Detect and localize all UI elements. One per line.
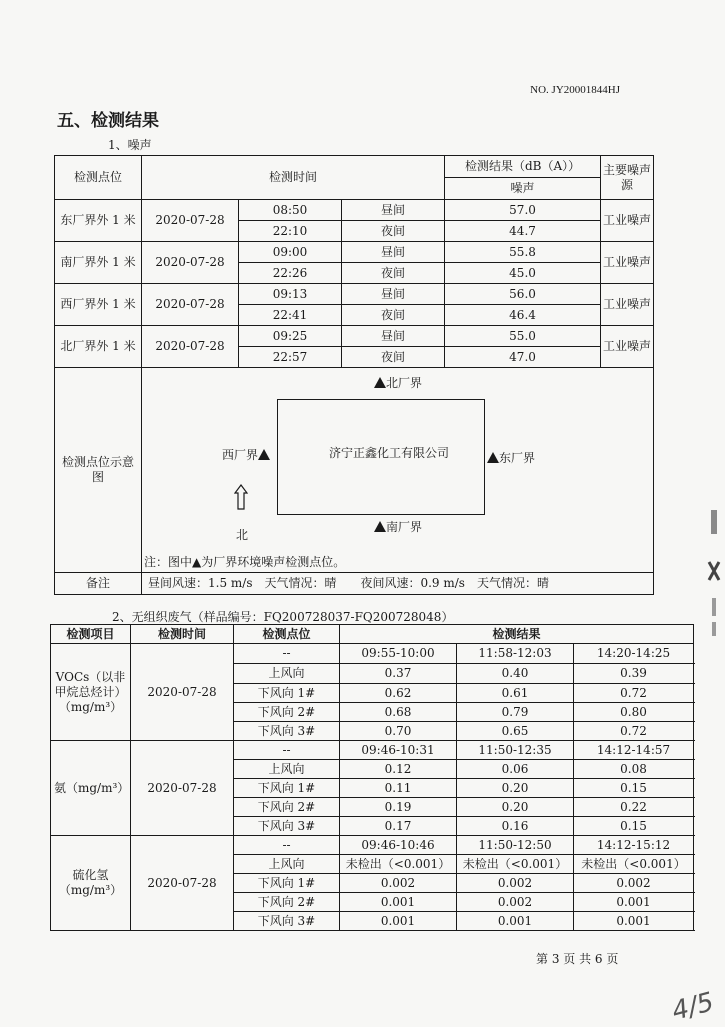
- value-cell: 0.40: [457, 664, 574, 684]
- value-cell: 56.0: [445, 284, 601, 305]
- period-cell: 昼间: [342, 284, 445, 305]
- header-noise: 噪声: [445, 178, 601, 200]
- table-row: [55, 326, 654, 347]
- value-cell: 14:12-14:57: [574, 741, 694, 760]
- value-cell: 09:46-10:31: [340, 741, 457, 760]
- point-cell: 下风向 3#: [234, 912, 340, 931]
- table-row: [55, 200, 654, 221]
- header-item: 检测项目: [51, 625, 131, 644]
- remark-label: 备注: [55, 573, 142, 595]
- header-time: 检测时间: [131, 625, 234, 644]
- point-cell: --: [234, 644, 340, 664]
- value-cell: 0.002: [457, 893, 574, 912]
- value-cell: 0.16: [457, 817, 574, 836]
- table-row: [51, 644, 694, 664]
- remark-text: 昼间风速：1.5 m/s 天气情况：晴 夜间风速：0.9 m/s 天气情况：晴: [142, 573, 654, 595]
- value-cell: 0.37: [340, 664, 457, 684]
- period-cell: 昼间: [342, 200, 445, 221]
- item-cell: VOCs（以非甲烷总烃计）（mg/m³）: [51, 644, 131, 741]
- point-cell: 上风向: [234, 855, 340, 874]
- value-cell: 11:50-12:35: [457, 741, 574, 760]
- value-cell: 14:20-14:25: [574, 644, 694, 664]
- monitoring-diagram: [142, 368, 654, 554]
- source-cell: 工业噪声: [601, 242, 654, 284]
- table-row: [51, 836, 694, 855]
- date-cell: 2020-07-28: [142, 284, 239, 326]
- value-cell: 46.4: [445, 305, 601, 326]
- value-cell: 0.22: [574, 798, 694, 817]
- company-name: 济宁正鑫化工有限公司: [329, 446, 450, 460]
- period-cell: 夜间: [342, 221, 445, 242]
- point-cell: --: [234, 836, 340, 855]
- source-cell: 工业噪声: [601, 200, 654, 242]
- value-cell: 0.15: [574, 817, 694, 836]
- date-cell: 2020-07-28: [142, 242, 239, 284]
- item-cell: 氨（mg/m³）: [51, 741, 131, 836]
- header-source: 主要噪声源: [601, 156, 654, 200]
- time-cell: 08:50: [239, 200, 342, 221]
- item-cell: 硫化氢（mg/m³）: [51, 836, 131, 931]
- period-cell: 夜间: [342, 305, 445, 326]
- value-cell: 0.15: [574, 779, 694, 798]
- value-cell: 45.0: [445, 263, 601, 284]
- value-cell: 0.06: [457, 760, 574, 779]
- value-cell: 44.7: [445, 221, 601, 242]
- value-cell: 0.002: [457, 874, 574, 893]
- value-cell: 0.62: [340, 684, 457, 703]
- value-cell: 09:46-10:46: [340, 836, 457, 855]
- point-cell: 东厂界外 1 米: [55, 200, 142, 242]
- triangle-marker-icon: [374, 377, 386, 388]
- value-cell: 0.12: [340, 760, 457, 779]
- value-cell: 57.0: [445, 200, 601, 221]
- time-cell: 22:26: [239, 263, 342, 284]
- source-cell: 工业噪声: [601, 284, 654, 326]
- triangle-marker-icon: [258, 449, 270, 460]
- point-cell: 上风向: [234, 664, 340, 684]
- date-cell: 2020-07-28: [142, 200, 239, 242]
- header-point: 检测点位: [55, 156, 142, 200]
- point-cell: 上风向: [234, 760, 340, 779]
- point-cell: 下风向 2#: [234, 893, 340, 912]
- handwritten-mark: 4/5: [668, 987, 718, 1027]
- value-cell: 0.72: [574, 684, 694, 703]
- triangle-marker-icon: [487, 452, 499, 463]
- value-cell: 0.17: [340, 817, 457, 836]
- value-cell: 0.79: [457, 703, 574, 722]
- value-cell: 0.20: [457, 798, 574, 817]
- triangle-marker-icon: [374, 521, 386, 532]
- period-cell: 夜间: [342, 347, 445, 368]
- table-row: [55, 284, 654, 305]
- time-cell: 09:13: [239, 284, 342, 305]
- value-cell: 55.8: [445, 242, 601, 263]
- time-cell: 09:00: [239, 242, 342, 263]
- period-cell: 昼间: [342, 242, 445, 263]
- point-cell: --: [234, 741, 340, 760]
- point-cell: 下风向 2#: [234, 703, 340, 722]
- point-cell: 下风向 1#: [234, 874, 340, 893]
- north-point: 北厂界: [374, 376, 422, 391]
- binding-stamp-edge: [707, 510, 721, 640]
- north-arrow-icon: [234, 484, 248, 510]
- diagram-label: 检测点位示意图: [55, 368, 142, 573]
- value-cell: 47.0: [445, 347, 601, 368]
- value-cell: 0.68: [340, 703, 457, 722]
- value-cell: 0.001: [574, 893, 694, 912]
- period-cell: 夜间: [342, 263, 445, 284]
- east-point: 东厂界: [487, 451, 535, 466]
- header-result: 检测结果（dB（A））: [445, 156, 601, 178]
- value-cell: 0.70: [340, 722, 457, 741]
- point-cell: 下风向 1#: [234, 779, 340, 798]
- value-cell: 0.65: [457, 722, 574, 741]
- value-cell: 0.001: [340, 912, 457, 931]
- time-cell: 22:41: [239, 305, 342, 326]
- page-footer: 第 3 页 共 6 页: [536, 952, 619, 966]
- time-cell: 09:25: [239, 326, 342, 347]
- value-cell: 未检出（<0.001）: [574, 855, 694, 874]
- point-cell: 下风向 3#: [234, 817, 340, 836]
- value-cell: 0.001: [574, 912, 694, 931]
- point-cell: 下风向 3#: [234, 722, 340, 741]
- value-cell: 0.72: [574, 722, 694, 741]
- table-row: [51, 741, 694, 760]
- point-cell: 西厂界外 1 米: [55, 284, 142, 326]
- value-cell: 0.39: [574, 664, 694, 684]
- header-result: 检测结果: [340, 625, 694, 644]
- time-cell: 22:10: [239, 221, 342, 242]
- north-label: 北: [236, 528, 249, 542]
- period-cell: 昼间: [342, 326, 445, 347]
- value-cell: 09:55-10:00: [340, 644, 457, 664]
- point-cell: 下风向 2#: [234, 798, 340, 817]
- table-row: [55, 242, 654, 263]
- time-cell: 22:57: [239, 347, 342, 368]
- date-cell: 2020-07-28: [142, 326, 239, 368]
- header-time: 检测时间: [142, 156, 445, 200]
- point-cell: 南厂界外 1 米: [55, 242, 142, 284]
- date-cell: 2020-07-28: [131, 741, 234, 836]
- value-cell: 0.002: [340, 874, 457, 893]
- point-cell: 下风向 1#: [234, 684, 340, 703]
- value-cell: 0.80: [574, 703, 694, 722]
- noise-subtitle: 1、噪声: [108, 138, 152, 152]
- point-cell: 北厂界外 1 米: [55, 326, 142, 368]
- air-subtitle: 2、无组织废气（样品编号：FQ200728037-FQ200728048）: [112, 610, 454, 624]
- section-title: 五、检测结果: [57, 111, 159, 131]
- date-cell: 2020-07-28: [131, 644, 234, 741]
- diagram-note: 注：图中▲为厂界环境噪声检测点位。: [142, 554, 654, 573]
- value-cell: 0.08: [574, 760, 694, 779]
- value-cell: 11:50-12:50: [457, 836, 574, 855]
- report-number: NO. JY20001844HJ: [530, 84, 620, 96]
- value-cell: 14:12-15:12: [574, 836, 694, 855]
- value-cell: 0.002: [574, 874, 694, 893]
- value-cell: 0.001: [340, 893, 457, 912]
- value-cell: 55.0: [445, 326, 601, 347]
- value-cell: 0.19: [340, 798, 457, 817]
- south-point: 南厂界: [374, 520, 422, 535]
- date-cell: 2020-07-28: [131, 836, 234, 931]
- west-point: 西厂界: [222, 448, 270, 463]
- value-cell: 0.001: [457, 912, 574, 931]
- value-cell: 未检出（<0.001）: [340, 855, 457, 874]
- value-cell: 11:58-12:03: [457, 644, 574, 664]
- source-cell: 工业噪声: [601, 326, 654, 368]
- value-cell: 0.61: [457, 684, 574, 703]
- value-cell: 0.11: [340, 779, 457, 798]
- header-point: 检测点位: [234, 625, 340, 644]
- noise-table: [54, 155, 654, 595]
- value-cell: 未检出（<0.001）: [457, 855, 574, 874]
- air-table: [50, 624, 694, 931]
- value-cell: 0.20: [457, 779, 574, 798]
